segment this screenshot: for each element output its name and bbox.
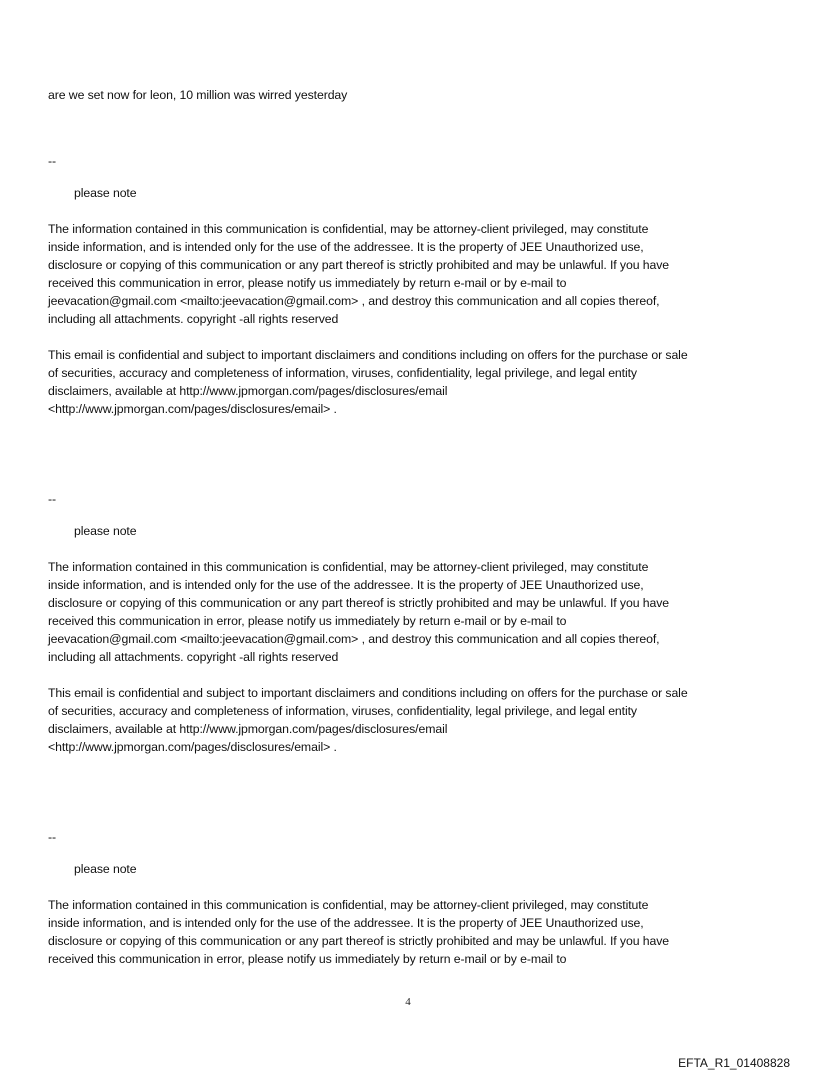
- disclaimer-line: This email is confidential and subject to important disclaimers and conditions including on offers for the purchase or sale: [48, 686, 688, 700]
- notice-line: inside information, and is intended only for the use of the addressee. It is the property of JEE Unauthorized use,: [48, 578, 644, 592]
- disclaimer-line: of securities, accuracy and completeness of information, viruses, confidentiality, legal privilege, and legal entity: [48, 704, 637, 718]
- jpmorgan-disclaimer: [48, 684, 778, 756]
- notice-line: inside information, and is intended only for the use of the addressee. It is the property of JEE Unauthorized use,: [48, 240, 644, 254]
- confidentiality-notice: [48, 220, 778, 328]
- signature-block-1: [48, 152, 778, 418]
- signature-block-2: [48, 490, 778, 756]
- disclaimer-line: of securities, accuracy and completeness of information, viruses, confidentiality, legal privilege, and legal entity: [48, 366, 637, 380]
- notice-line: disclosure or copying of this communication or any part thereof is strictly prohibited and may be unlawful. If you have: [48, 258, 670, 272]
- notice-line: The information contained in this communication is confidential, may be attorney-client privileged, may constitute: [48, 222, 649, 236]
- notice-line: jeevacation@gmail.com <mailto:jeevacation@gmail.com> , and destroy this communication and all copies thereof,: [48, 294, 660, 308]
- confidentiality-notice: [48, 896, 778, 968]
- notice-line: jeevacation@gmail.com <mailto:jeevacation@gmail.com> , and destroy this communication and all copies thereof,: [48, 632, 660, 646]
- separator: --: [48, 830, 56, 844]
- signature-block-3: [48, 828, 778, 968]
- jpmorgan-disclaimer: [48, 346, 778, 418]
- separator: --: [48, 154, 56, 168]
- confidentiality-notice: [48, 558, 778, 666]
- please-note-label: please note: [74, 186, 137, 200]
- notice-line: received this communication in error, please notify us immediately by return e-mail or by e-mail to: [48, 276, 567, 290]
- notice-line: including all attachments. copyright -all rights reserved: [48, 312, 339, 326]
- email-body: [48, 86, 778, 968]
- notice-line: inside information, and is intended only for the use of the addressee. It is the property of JEE Unauthorized use,: [48, 916, 644, 930]
- disclaimer-line: This email is confidential and subject to important disclaimers and conditions including on offers for the purchase or sale: [48, 348, 688, 362]
- notice-line: received this communication in error, please notify us immediately by return e-mail or by e-mail to: [48, 952, 567, 966]
- notice-line: received this communication in error, please notify us immediately by return e-mail or by e-mail to: [48, 614, 567, 628]
- notice-line: disclosure or copying of this communication or any part thereof is strictly prohibited and may be unlawful. If you have: [48, 934, 670, 948]
- disclaimer-line: disclaimers, available at http://www.jpmorgan.com/pages/disclosures/email: [48, 722, 448, 736]
- disclaimer-line: <http://www.jpmorgan.com/pages/disclosures/email> .: [48, 740, 337, 754]
- notice-line: disclosure or copying of this communication or any part thereof is strictly prohibited and may be unlawful. If you have: [48, 596, 670, 610]
- separator: --: [48, 492, 56, 506]
- message-text: are we set now for leon, 10 million was wirred yesterday: [48, 88, 348, 102]
- page-number: 4: [405, 996, 411, 1008]
- notice-line: including all attachments. copyright -all rights reserved: [48, 650, 339, 664]
- please-note-label: please note: [74, 524, 137, 538]
- notice-line: The information contained in this communication is confidential, may be attorney-client privileged, may constitute: [48, 560, 649, 574]
- notice-line: The information contained in this communication is confidential, may be attorney-client privileged, may constitute: [48, 898, 649, 912]
- disclaimer-line: disclaimers, available at http://www.jpmorgan.com/pages/disclosures/email: [48, 384, 448, 398]
- bates-number: EFTA_R1_01408828: [678, 1056, 790, 1070]
- disclaimer-line: <http://www.jpmorgan.com/pages/disclosures/email> .: [48, 402, 337, 416]
- please-note-label: please note: [74, 862, 137, 876]
